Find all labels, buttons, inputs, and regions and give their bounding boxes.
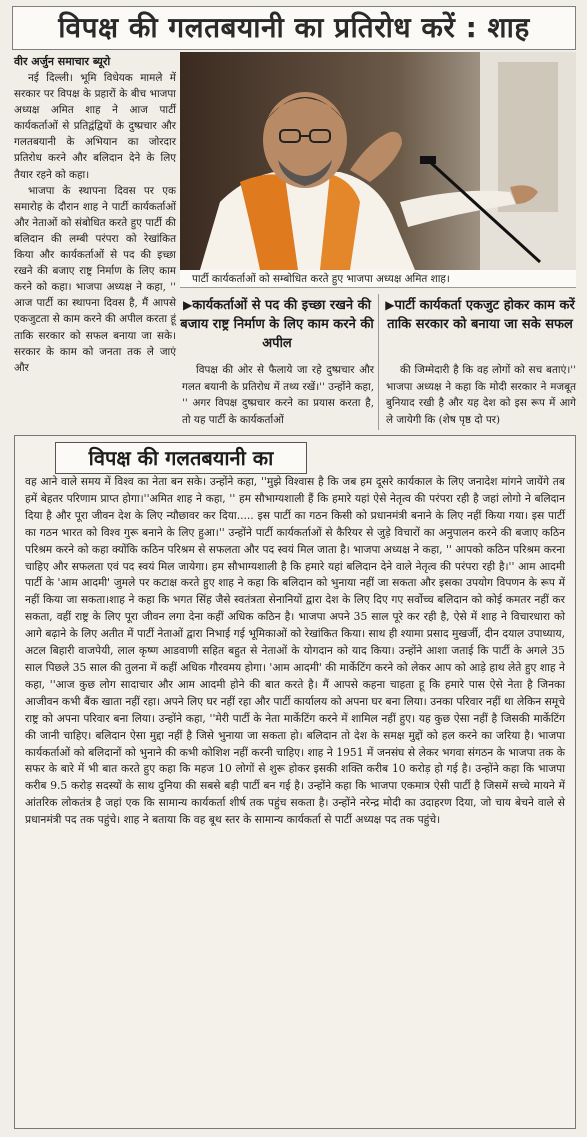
headline: विपक्ष की गलतबयानी का प्रतिरोध करें : शाह	[12, 6, 576, 50]
triangle-bullet-icon: ▶	[183, 298, 193, 312]
left-column	[14, 70, 176, 376]
column-divider	[378, 294, 379, 430]
subheading-2	[384, 296, 576, 334]
triangle-bullet-icon: ▶	[385, 298, 395, 312]
continuation-heading: विपक्ष की गलतबयानी का	[55, 442, 307, 474]
middle-column-1	[182, 362, 374, 428]
middle-text-2: की जिम्मेदारी है कि वह लोगों को सच बताएं।'' भाजपा अध्यक्ष ने कहा कि मोदी सरकार ने मजबूत बुनियाद रखी है और यह देश को इस रूप में आगे ले जायेगी कि (शेष पृष्ठ दो पर)	[386, 364, 576, 426]
byline: वीर अर्जुन समाचार ब्यूरो	[14, 55, 111, 68]
left-para-2: भाजपा के स्थापना दिवस पर एक समारोह के दौरान शाह ने पार्टी कार्यकर्ताओं और नेताओं को संबोधित करते हुए पार्टी की बलिदान की लम्बी परंपरा को रेखांकित किया और कार्यकर्ताओं से पद की इच्छा रखने की बजाए राष्ट्र निर्माण के लिए काम करने को कहा। भाजपा अध्यक्ष ने कहा, '' आज पार्टी का स्थापना दिवस है, मैं आपसे एकजुटता से काम करने की अपील करता हूं ताकि सरकार को सफल बनाया जा सके। सरकार के काम को जनता तक ले जाएं और	[14, 184, 176, 374]
middle-column-2	[386, 362, 576, 428]
subheading-1	[180, 296, 374, 353]
left-para-1: नई दिल्ली। भूमि विधेयक मामले में सरकार पर विपक्ष के प्रहारों के बीच भाजपा अध्यक्ष अमित शाह ने आज पार्टी कार्यकर्ताओं से प्रतिद्वंद्वियों के दुष्प्रचार और गलतबयानी के अभियान का जोरदार प्रतिरोध करने और बलिदान देने के लिए तैयार रहने को कहा।	[14, 72, 176, 181]
speaker-photo	[180, 52, 576, 270]
continuation-body	[25, 474, 565, 829]
photo-caption: पार्टी कार्यकर्ताओं को सम्बोधित करते हुए भाजपा अध्यक्ष अमित शाह।	[180, 270, 576, 288]
middle-text-1: विपक्ष की ओर से फैलाये जा रहे दुष्प्रचार और गलत बयानी के प्रतिरोध में तथ्य रखें।'' उन्होंने कहा, '' अगर विपक्ष दुष्प्रचार करने का प्रयास करता है, तो यह पार्टी के कार्यकर्ताओं	[182, 364, 374, 426]
subheading-1-text: कार्यकर्ताओं से पद की इच्छा रखने की बजाय राष्ट्र निर्माण के लिए काम करने की अपील	[180, 298, 374, 351]
subheading-2-text: पार्टी कार्यकर्ता एकजुट होकर काम करें ताकि सरकार को बनाया जा सके सफल	[387, 298, 575, 332]
continuation-box	[14, 435, 576, 1129]
continuation-text: वह आने वाले समय में विश्व का नेता बन सके। उन्होंने कहा, ''मुझे विश्वास है कि जब हम दूसरे कार्यकाल के लिए जनादेश मांगने जायेंगे तब हमें बेहतर परिणाम प्राप्त होगा।''अमित शाह ने कहा, '' हम सौभाग्यशाली हैं कि हमारे यहां ऐसे नेतृत्व की परंपरा रही है जहां लोगो ने बलिदान दिया है और पूरा जीवन देश के लिए न्यौछावर कर दिया..... इस पार्टी का गठन किसी को प्रधानमंत्री बनाने के लिए नहीं किया गया। इस पार्टी का गठन भारत को विश्व गुरू बनाने के लिए हुआ।'' उन्होंने पार्टी कार्यकर्ताओं से कैरियर से जुड़े विचारों का अनुपालन करने की बजाए कठिन परिश्रम करने को कहा क्योंकि कठिन परिश्रम से सफलता और पद स्वयं मिल जाता है। भाजपा अध्यक्ष ने कहा, '' आपको कठिन परिश्रम करना चाहिए और सफलता एवं पद स्वयं मिल जायेगा। हम सौभाग्यशाली है कि हमारे यहां बलिदान देने वाले नेतृत्व की परंपरा रही है।'' आम आदमी पार्टी के 'आम आदमी' जुमले पर कटाक्ष करते हुए शाह ने कहा कि बलिदान को भुनाया नहीं जा सकता और इसका उपयोग विपणन के रूप में नहीं किया जा सकता।शाह ने कहा कि भगत सिंह जैसे स्वतंत्रता सेनानियों द्वारा देश के लिए दिए गए सर्वोच्च बलिदान को कोई कमतर नहीं कर सकता, वहीं राष्ट्र के लिए पूरा जीवन लगा देना कहीं अधिक कठिन है। भाजपा अपने 35 साल पूरे कर रही है, ऐसे में शाह ने विचारधारा को आगे बढ़ाने के लिए अतीत में पार्टी नेताओं द्वारा निभाई गई भूमिकाओं को रेखांकित किया। साथ ही श्यामा प्रसाद मुखर्जी, दीन दयाल उपाध्याय, अटल बिहारी वाजपेयी, लाल कृष्ण आडवाणी सहित बहुत से नेताओं के योगदान को याद किया। उन्होंने आशा जताई कि पार्टी के अगले 35 साल पिछले 35 साल की तुलना में कहीं अधिक गौरवमय होगा। 'आम आदमी' की मार्केटिंग करने को लेकर आप को आड़े हाथ लेते हुए शाह ने कहा, ''आज कुछ लोग सादाचार और आम आदमी होने की बात करते है। मैं आपसे कहना चाहता हू कि हमारे पास ऐसे नेता है जिनका आजीवन कभी बैंक खाता नहीं रहा। अपने लिए घर नहीं रहा और पार्टी कार्यालय को अपना घर बना लिया। उनका परिवार नहीं था लेकिन समूचे राष्ट्र को अपना परिवार बना लिया। उन्होंने कहा, ''मेरी पार्टी के नेता मार्केटिंग करने में शामिल नहीं हुए। यह कुछ ऐसा नहीं है जिसकी मार्केटिंग की जानी चाहिए। बलिदान ऐसा मुद्दा नहीं है जिसे भुनाया जा सकता हो। बलिदान तो देश के समक्ष मुद्दों को हल करने का जरिया है। भाजपा कार्यकर्ताओं को बलिदानों को भुनाने की कभी कोशिश नहीं करनी चाहिए। शाह ने 1951 में जनसंघ से लेकर भगवा संगठन के भाजपा तक के सफर के बारे में भी बात करते हुए कहा कि महज 10 लोगों से शुरू होकर इसकी शक्ति करीब 10 करोड़ हो गई है। उन्होंने कहा कि भाजपा करीब 9.5 करोड़ सदस्यों के साथ दुनिया की सबसे बड़ी पार्टी बन गई है। उन्होंने कहा कि भाजपा एकमात्र ऐसी पार्टी है जिसमें सच्चे मायने में आंतरिक लोकतंत्र है जहां एक कि सामान्य कार्यकर्ता शीर्ष तक पहुंच सकता है। उन्होंने नरेन्द्र मोदी का उदाहरण दिया, जो चाय बेचने वाले से प्रधानमंत्री पद तक पहुंचे। शाह ने बताया कि वह बूथ स्तर के सामान्य कार्यकर्ता से पार्टी अध्यक्ष पद तक पहुंचे।	[25, 475, 565, 827]
